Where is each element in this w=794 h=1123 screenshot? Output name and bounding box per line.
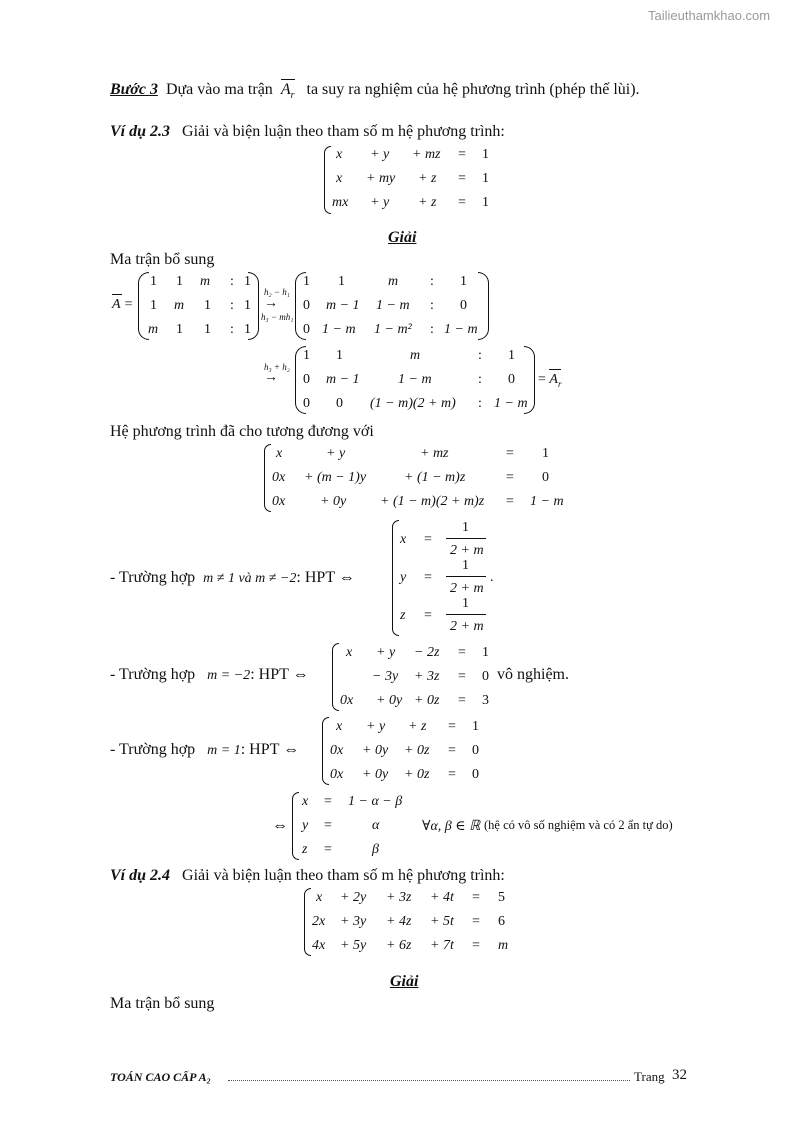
example24-brace [304,888,311,956]
augmented-label: Ma trận bổ sung [110,251,215,268]
row-op-3: h₃ + h₂ [264,362,290,372]
footer-title: TOÁN CAO CẤP A₂ [110,1070,211,1084]
footer-page-label: Trang [634,1069,665,1084]
solution-title: Giải [388,229,417,246]
forall-expression: ∀α, β ∈ ℝ [422,819,481,834]
example23-header [110,124,505,140]
step3-text-before: Dựa vào ma trận [165,81,273,98]
matrix2-right-paren [478,272,489,340]
footer-page-number: 32 [672,1067,687,1083]
case2-line: - Trường hợp m = −2: HPT ⇔ [110,666,309,683]
system-brace [324,146,331,214]
augmented-label-2: Ma trận bổ sung [110,995,215,1012]
example23-label: Ví dụ 2.3 [110,123,171,140]
watermark: Tailieuthamkhao.com [648,8,771,23]
forall-note: (hệ có vô số nghiệm và có 2 ẩn tự do) [484,818,673,832]
row-op-2: h₃ − mh₁ [261,312,294,322]
example24-label: Ví dụ 2.4 [110,867,171,884]
step3-label: Bước 3 [110,81,158,98]
case1-brace [392,520,399,636]
example23-text: Giải và biện luận theo tham số m hệ phương trình: [182,123,505,140]
step3-line [110,82,640,101]
case3-brace [322,717,329,785]
step3-text-after: ta suy ra nghiệm của hệ phương trình (phép thế lùi). [306,81,640,98]
example24-text: Giải và biện luận theo tham số m hệ phương trình: [182,867,505,884]
case2-brace [332,643,339,711]
arrow-icon: → [264,296,278,311]
case3-line: - Trường hợp m = 1: HPT ⇔ [110,741,300,758]
solution-title-2: Giải [390,973,419,990]
equiv-arrow: ⇔ [272,817,288,834]
param-brace [292,792,299,860]
equivalent-text: Hệ phương trình đã cho tương đương với [110,423,374,440]
step3-matrix-symbol: $A_r$ [280,81,295,102]
footer-dots [228,1080,630,1081]
a-bar-label: A = [112,297,133,313]
no-solution-note: vô nghiệm. [497,666,569,683]
ar-result: = $A_r$ [538,372,561,389]
equiv-system-brace [264,444,271,512]
example24-header [110,868,505,884]
row-op-1: h₂ − h₁ [264,287,290,297]
arrow-icon: → [264,370,278,385]
case1-line: - Trường hợp m ≠ 1 và m ≠ −2: HPT ⇔ [110,569,355,586]
